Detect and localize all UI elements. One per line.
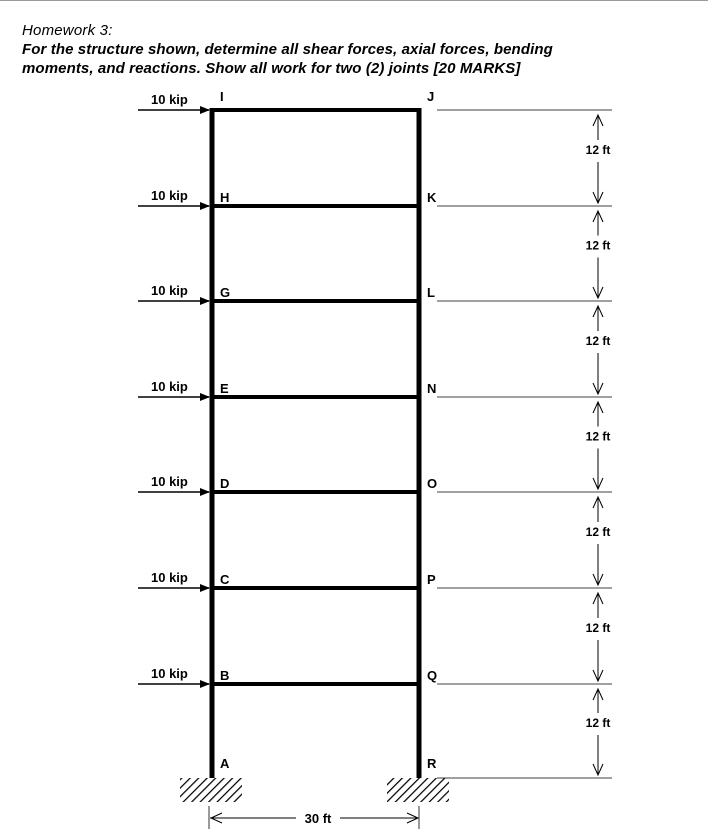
- dimensions-layer: [209, 110, 612, 829]
- joint-label-E: E: [220, 381, 229, 396]
- joint-label-G: G: [220, 285, 231, 300]
- joints-layer: [220, 89, 437, 771]
- joint-label-B: B: [220, 668, 230, 683]
- load-label-6: 10 kip: [151, 570, 188, 585]
- supports-layer: [180, 778, 449, 802]
- load-label-7: 10 kip: [151, 666, 188, 681]
- fixed-support-right: [387, 778, 449, 802]
- load-label-5: 10 kip: [151, 474, 188, 489]
- columns-layer: [212, 108, 419, 778]
- joint-label-K: K: [427, 190, 437, 205]
- beams-layer: [212, 110, 419, 684]
- load-label-2: 10 kip: [151, 188, 188, 203]
- fixed-support-left: [180, 778, 242, 802]
- joint-label-Q: Q: [427, 668, 438, 683]
- story-height-label-1: 12 ft: [585, 143, 611, 157]
- joint-label-L: L: [427, 285, 435, 300]
- story-height-label-3: 12 ft: [585, 334, 611, 348]
- span-label: 30 ft: [304, 811, 332, 826]
- joint-label-A: A: [220, 756, 230, 771]
- joint-label-R: R: [427, 756, 437, 771]
- homework-title: Homework 3:: [22, 22, 113, 39]
- load-label-4: 10 kip: [151, 379, 188, 394]
- problem-text-line-1: For the structure shown, determine all shear forces, axial forces, bending: [22, 41, 553, 58]
- load-label-1: 10 kip: [151, 92, 188, 107]
- story-height-label-4: 12 ft: [585, 429, 611, 444]
- joint-label-O: O: [427, 476, 438, 491]
- story-height-label-2: 12 ft: [585, 238, 611, 253]
- story-height-label-5: 12 ft: [585, 525, 611, 539]
- loads-layer: [138, 92, 209, 684]
- joint-label-C: C: [220, 572, 230, 587]
- joint-label-J: J: [427, 89, 435, 104]
- story-height-label-6: 12 ft: [585, 621, 611, 635]
- joint-label-H: H: [220, 190, 230, 205]
- problem-text-line-2: moments, and reactions. Show all work for two (2) joints [20 MARKS]: [22, 60, 521, 77]
- joint-label-I: I: [220, 89, 224, 104]
- joint-label-D: D: [220, 476, 230, 491]
- load-label-3: 10 kip: [151, 283, 188, 298]
- story-height-label-7: 12 ft: [585, 716, 611, 730]
- joint-label-N: N: [427, 381, 437, 396]
- joint-label-P: P: [427, 572, 436, 587]
